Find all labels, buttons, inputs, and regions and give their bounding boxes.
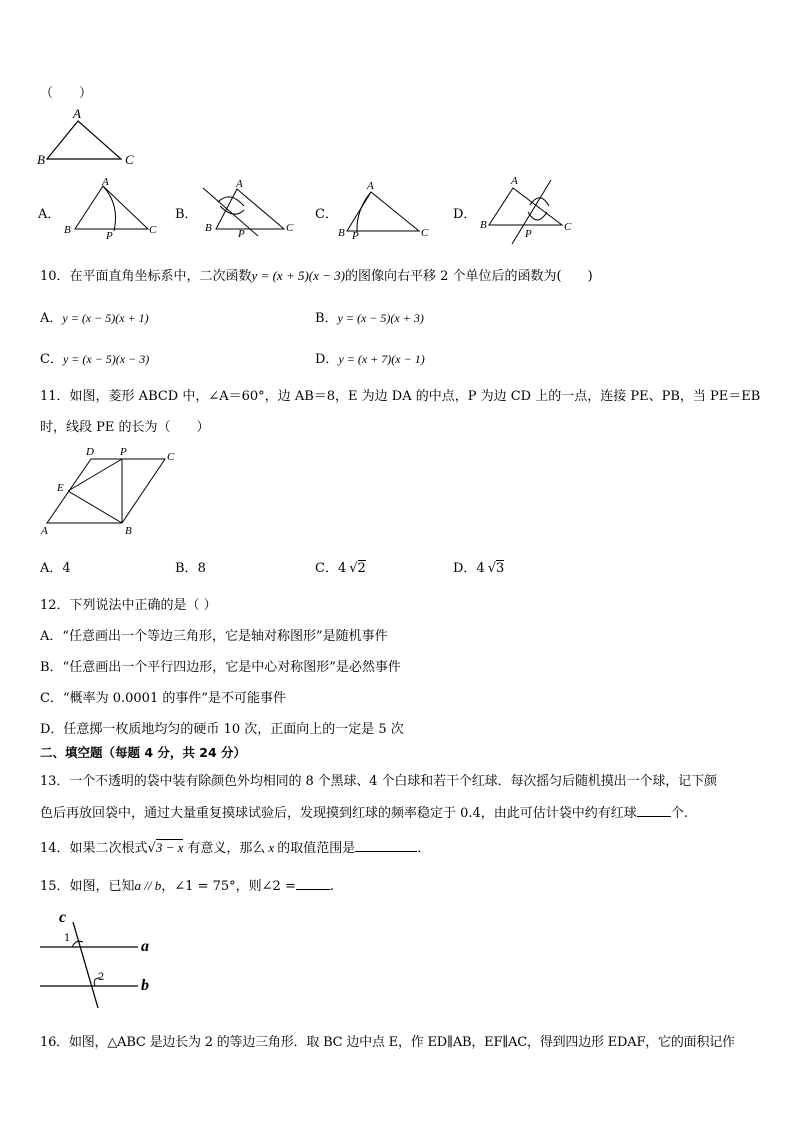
q9-b-label-B: B [205,222,212,234]
q14-line: 14．如果二次根式√3 − x 有意义，那么 x 的取值范围是 ． [40,840,431,856]
q10-option-b-letter: B． [315,311,338,326]
q9-c-label-C: C [421,227,429,239]
sqrt-icon: √ [487,561,497,576]
q9-label-A: A [73,106,81,121]
q10-option-d-letter: D． [315,352,339,367]
q11-option-c-radicand: 2 [357,561,366,576]
q11-option-c-coef: 4 [337,561,347,576]
q15-label-a: a [141,938,149,955]
sqrt-icon: √ [147,841,156,856]
q15-label-b: b [141,977,149,994]
q15-parallel: a // b [134,878,162,893]
q12-stem: 12．下列说法中正确的是（ ） [40,598,217,613]
q11-option-a-val: 4 [62,561,71,576]
q10-option-c-expr: y = (x − 5)(x − 3) [62,352,150,366]
q14-pre: 14．如果二次根式 [40,841,148,856]
q12-option-b[interactable]: B．“任意画出一个平行四边形，它是中心对称图形”是必然事件 [40,660,401,675]
q9-option-a-letter[interactable]: A． [38,207,61,222]
q11-label-D: D [86,446,94,458]
q11-label-B: B [125,525,132,537]
q13-line2-pre: 色后再放回袋中，通过大量重复摸球试验后，发现摸到红球的频率稳定于 0.4，由此可估计袋中约有红球 [40,806,637,821]
q9-d-label-P: P [525,228,532,240]
q10-option-c-letter: C． [40,352,63,367]
q10-stem-pre: 10．在平面直角坐标系中，二次函数 [40,269,252,284]
q10-option-a-expr: y = (x − 5)(x + 1) [62,311,149,325]
q9-label-B: B [37,152,45,167]
section-heading: 二、填空题（每题 4 分，共 24 分） [40,745,247,760]
q9-a-label-P: P [106,230,113,242]
q11-option-b-letter: B． [175,561,198,576]
q11-option-d-letter: D． [453,561,477,576]
q12-option-d[interactable]: D．任意掷一枚质地均匀的硬币 10 次，正面向上的一定是 5 次 [40,722,404,737]
q11-label-C: C [167,451,175,463]
q11-option-d-coef: 4 [476,561,485,576]
q11-stem-line2: 时，线段 PE 的长为（ ） [40,420,210,435]
q9-b-label-P: P [238,228,245,240]
q15-pre: 15．如图，已知 [40,879,135,894]
q9-paren: （ ） [40,86,93,101]
q10-stem-func: y = (x + 5)(x − 3) [251,268,345,283]
q9-option-c-letter[interactable]: C． [315,207,338,222]
q9-option-d-letter[interactable]: D． [453,207,477,222]
q9-option-b-letter[interactable]: B． [175,207,198,222]
q10-option-b-expr: y = (x − 5)(x + 3) [337,311,424,325]
q9-d-label-A: A [511,175,518,187]
q11-option-c-letter: C． [315,561,338,576]
q15-angle: ，∠1 = 75°，则∠2 = [161,879,296,894]
q9-d-label-B: B [480,219,487,231]
q11-label-P: P [120,446,127,458]
q11-label-A: A [41,525,48,537]
q10-stem-post: 的图像向右平移 2 个单位后的函数为( ) [345,269,593,284]
q11-option-b-val: 8 [197,561,206,576]
q11-option-d-radicand: 3 [496,561,505,576]
q15-line: 15．如图，已知a // b，∠1 = 75°，则∠2 = . [40,878,334,894]
q13-line1: 13．一个不透明的袋中装有除颜色外均相同的 8 个黑球、4 个白球和若干个红球．每次摇匀后随机摸出一个球，记下颜 [40,774,717,789]
q10-option-d-expr: y = (x + 7)(x − 1) [338,352,425,366]
q11-label-E: E [57,482,64,494]
q9-b-label-A: A [236,178,243,190]
q12-option-a[interactable]: A．“任意画出一个等边三角形，它是轴对称图形”是随机事件 [40,629,388,644]
q15-label-c: c [59,909,67,926]
q16-line1: 16．如图，△ABC 是边长为 2 的等边三角形．取 BC 边中点 E，作 ED∥AB，EF∥AC，得到四边形 EDAF，它的面积记作 [40,1035,735,1050]
q9-d-label-C: C [564,221,572,233]
q9-a-label-B: B [64,224,71,236]
q15-label-2: 2 [98,972,105,983]
q9-a-label-C: C [149,224,157,236]
q9-c-label-P: P [352,230,359,242]
q13-line2-post: 个. [670,806,688,821]
q9-a-label-A: A [102,176,109,188]
q9-label-C: C [125,152,134,167]
q10-option-a-letter: A． [40,311,63,326]
q14-post: 的取值范围是 [277,841,356,856]
q11-option-a-letter: A． [40,561,63,576]
q11-stem-line1: 11．如图，菱形 ABCD 中，∠A＝60°，边 AB＝8，E 为边 DA 的中点，P 为边 CD 上的一点，连接 PE、PB，当 PE＝EB [40,389,761,404]
q15-label-1: 1 [64,933,71,944]
q14-var: x [268,840,275,855]
q14-radicand: 3 − x [155,840,184,855]
sqrt-icon: √ [349,561,358,576]
q9-c-label-A: A [367,180,374,192]
q9-c-label-B: B [338,227,345,239]
q12-option-c[interactable]: C．“概率为 0.0001 的事件”是不可能事件 [40,691,286,706]
q14-mid: 有意义，那么 [187,841,266,856]
q9-b-label-C: C [286,222,294,234]
